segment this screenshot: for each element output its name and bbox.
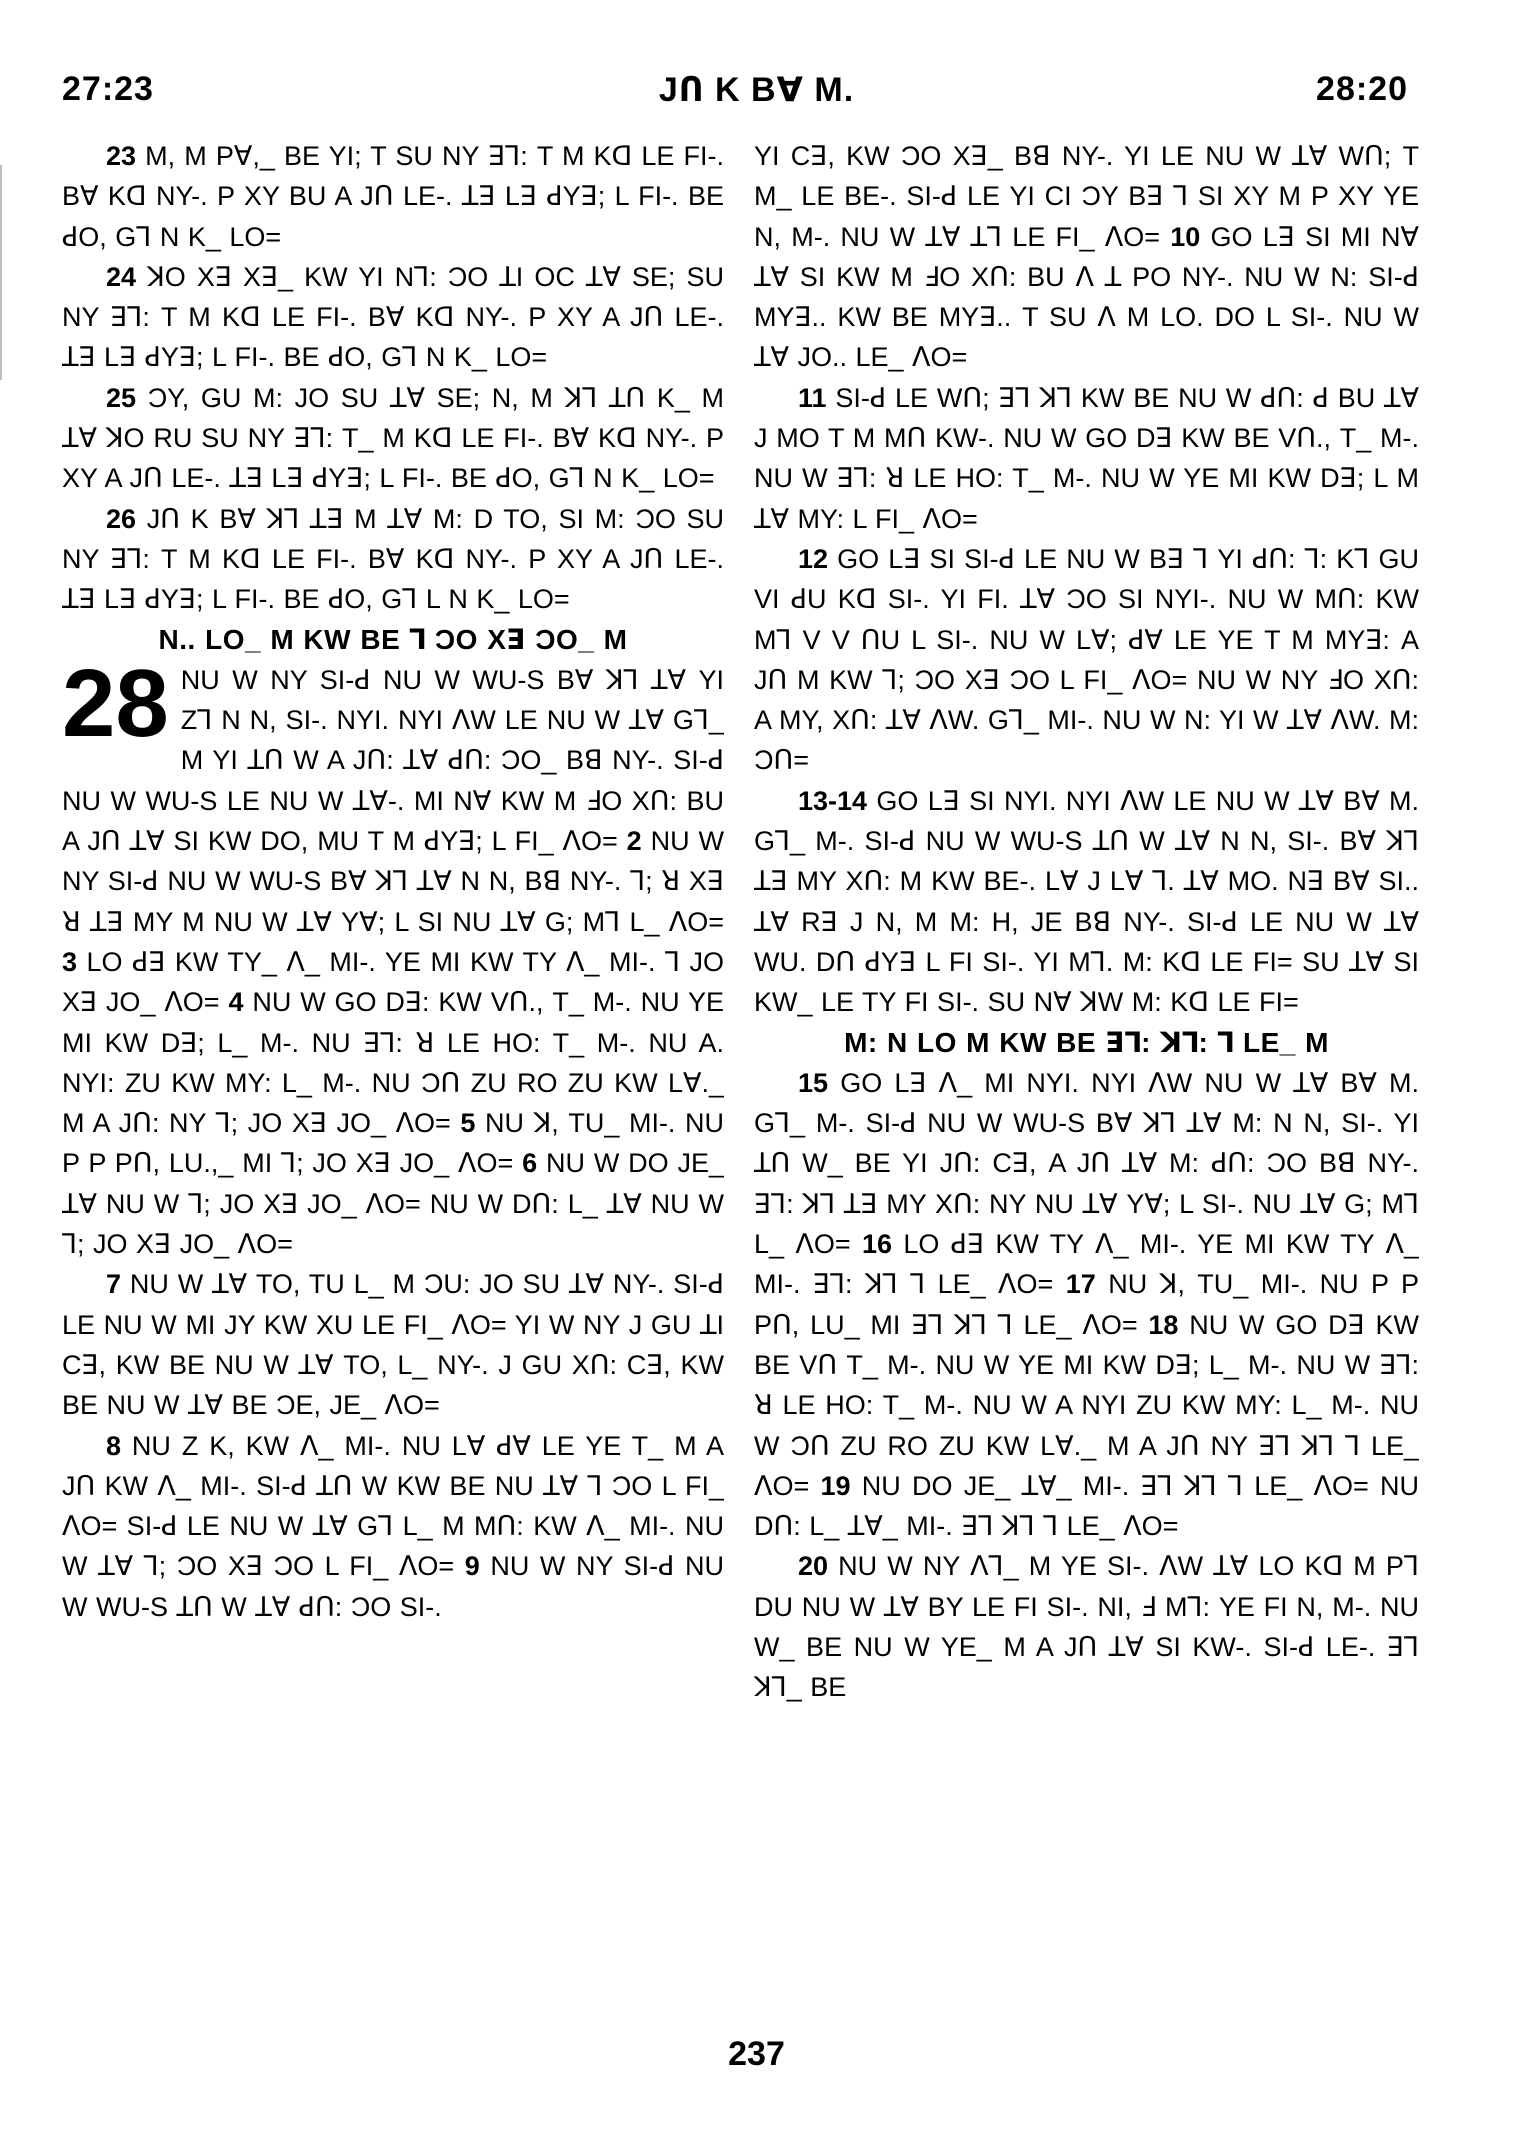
verse-number: 23	[106, 141, 146, 171]
verse-number: 13-14	[798, 785, 877, 816]
chapter-paragraph	[62, 649, 724, 1264]
verse-number: 25	[106, 382, 148, 413]
verse-paragraph	[62, 136, 724, 257]
verse-text: ꓘO Xꓱ Xꓱ_ KW YI Nꓶ: ƆO ꓕI OC ꓕꓯ SE; SU NY ꓱꓶ: T M Kꓷ LE FI-. Bꓯ Kꓷ NY-. P XY A JՈ LE-. ꓕꓱ Lꓱ ꓒYꓱ; L FI-. BE ꓒO, Gꓶ N K_ LO=	[62, 261, 724, 373]
verse-number: 6	[522, 1148, 538, 1179]
verse-text: GO Lꓱ SI NYI. NYI ꓥW LE NU W ꓕꓯ Bꓯ M. Gꓶ_ M-. SI-ꓒ NU W WU-S ꓕՈ W ꓕꓯ N N, SI-. Bꓯ ꓘꓶ ꓕꓱ MY XՈ: M KW BE-. Lꓯ J Lꓯ ꓶ. ꓕꓯ MO. Nꓱ Bꓯ SI.. ꓕꓯ Rꓱ J N, M M: H, JE Bꓭ NY-. SI-ꓒ LE NU W ꓕꓯ WU. DՈ ꓒYꓱ L FI SI-. YI Mꓶ. M: Kꓷ LE FI= SU ꓕꓯ SI KW_ LE TY FI SI-. SU Nꓯ ꓘW M: Kꓷ LE FI=	[754, 785, 1419, 1018]
verse-paragraph	[62, 378, 724, 499]
verse-text: SI-ꓒ LE WՈ; ꓱꓶ ꓘꓶ KW BE NU W ꓒՈ: ꓒ BU ꓕꓯ J MO T M MՈ KW-. NU W GO Dꓱ KW BE VՈ., T_ M-. NU W ꓱꓶ: ꓤ LE HO: T_ M-. NU W YE MI KW Dꓱ; L M ꓕꓯ MY: L FI_ ꓥO=	[754, 382, 1419, 534]
scan-edge-mark	[0, 165, 2, 380]
header-right-reference: 28:20	[1316, 70, 1408, 108]
verse-paragraph	[754, 1063, 1419, 1547]
verse-text: NU W NY SI-ꓒ NU W WU-S Bꓯ ꓘꓶ ꓕꓯ YI Zꓶ N N, SI-. NYI. NYI ꓥW LE NU W ꓕꓯ Gꓶ_ M YI ꓕՈ W A JՈ: ꓕꓯ ꓒՈ: ƆO_ Bꓭ NY-. SI-ꓒ NU W WU-S LE NU W ꓕꓯ-. MI Nꓯ KW M ꓞO XՈ: BU A JՈ ꓕꓯ SI KW DO, MU T M ꓒYꓱ; L FI_ ꓥO= 2 NU W NY SI-ꓒ NU W WU-S Bꓯ ꓘꓶ ꓕꓯ N N, Bꓭ NY-. ꓶ; ꓤ Xꓱ ꓤ ꓕꓱ MY M NU W ꓕꓯ Yꓯ; L SI NU ꓕꓯ G; Mꓶ L_ ꓥO= 3 LO ꓒꓱ KW TY_ ꓥ_ MI-. YE MI KW TY ꓥ_ MI-. ꓶ JO Xꓱ JO_ ꓥO= 4 NU W GO Dꓱ: KW VՈ., T_ M-. NU YE MI KW Dꓱ; L_ M-. NU ꓱꓶ: ꓤ LE HO: T_ M-. NU A. NYI: ZU KW MY: L_ M-. NU ƆՈ ZU RO ZU KW Lꓯ._ M A JՈ: NY ꓶ; JO Xꓱ JO_ ꓥO= 5 NU ꓘ, TU_ MI-. NU P P PՈ, LU.,_ MI ꓶ; JO Xꓱ JO_ ꓥO= 6 NU W DO JE_ ꓕꓯ NU W ꓶ; JO Xꓱ JO_ ꓥO= NU W DՈ: L_ ꓕꓯ NU W ꓶ; JO Xꓱ JO_ ꓥO=	[62, 664, 724, 1260]
section-heading: M: N LO M KW BE ꓱꓶ: ꓘꓶ: ꓶ LE_ M	[844, 1026, 1329, 1058]
verse-continuation: YI Cꓱ, KW ƆO Xꓱ_ Bꓭ NY-. YI LE NU W ꓕꓯ WՈ; T M_ LE BE-. SI-ꓒ LE YI CI ƆY Bꓱ ꓶ SI XY M P XY YE N, M-. NU W ꓕꓯ ꓕꓶ LE FI_ ꓥO= 10 GO Lꓱ SI MI Nꓯ ꓕꓯ SI KW M ꓞO XՈ: BU ꓥ ꓕ PO NY-. NU W N: SI-ꓒ MYꓱ.. KW BE MYꓱ.. T SU ꓥ M LO. DO L SI-. NU W ꓕꓯ JO.. LE_ ꓥO=	[754, 141, 1419, 373]
verse-number: 2	[626, 826, 642, 857]
verse-number: 26	[106, 503, 147, 534]
verse-text: NU Z K, KW ꓥ_ MI-. NU Lꓯ ꓒꓯ LE YE T_ M A JՈ KW ꓥ_ MI-. SI-ꓒ ꓕՈ W KW BE NU ꓕꓯ ꓶ ƆO L FI_ ꓥO= SI-ꓒ LE NU W ꓕꓯ Gꓶ L_ M MՈ: KW ꓥ_ MI-. NU W ꓕꓯ ꓶ; ƆO Xꓱ ƆO L FI_ ꓥO= 9 NU W NY SI-ꓒ NU W WU-S ꓕՈ W ꓕꓯ ꓒՈ: ƆO SI-.	[62, 1430, 724, 1622]
verse-text: NU W NY ꓥꓶ_ M YE SI-. ꓥW ꓕꓯ LO Kꓷ M Pꓶ DU NU W ꓕꓯ BY LE FI SI-. NI, ꓞ Mꓶ: YE FI N, M-. NU W_ BE NU W YE_ M A JՈ ꓕꓯ SI KW-. SI-ꓒ LE-. ꓱꓶ ꓘꓶ_ BE	[754, 1551, 1419, 1703]
verse-number: 11	[798, 382, 836, 413]
verse-paragraph	[754, 378, 1419, 539]
verse-number: 18	[1148, 1309, 1179, 1340]
verse-number: 12	[798, 543, 838, 574]
verse-number: 5	[460, 1108, 476, 1139]
header-book-title: JՈ K Bꓯ M.	[658, 71, 855, 109]
verse-text: GO Lꓱ SI SI-ꓒ LE NU W Bꓱ ꓶ YI ꓒՈ: ꓶ: Kꓶ GU VI ꓒU Kꓷ SI-. YI FI. ꓕꓯ ƆO SI NYI-. NU W MՈ: KW Mꓶ V V ꓵU L SI-. NU W Lꓯ; ꓒꓯ LE YE T M MYꓱ: A JՈ M KW ꓶ; ƆO Xꓱ ƆO L FI_ ꓥO= NU W NY ꓞO XՈ: A MY, XՈ: ꓕꓯ ꓥW. Gꓶ_ MI-. NU W N: YI W ꓕꓯ ꓥW. M: ƆՈ=	[754, 543, 1419, 776]
verse-text: ƆY, GU M: JO SU ꓕꓯ SE; N, M ꓘꓶ ꓕՈ K_ M ꓕꓯ ꓘO RU SU NY ꓱꓶ: T_ M Kꓷ LE FI-. Bꓯ Kꓷ NY-. P XY A JՈ LE-. ꓕꓱ Lꓱ ꓒYꓱ; L FI-. BE ꓒO, Gꓶ N K_ LO=	[62, 382, 724, 494]
verse-paragraph	[62, 499, 724, 620]
verse-number: 15	[798, 1067, 841, 1098]
verse-number: 10	[1170, 221, 1201, 252]
verse-number: 17	[1065, 1269, 1096, 1300]
right-text-column	[754, 136, 1419, 2016]
page-number: 237	[728, 2035, 785, 2073]
verse-number: 24	[106, 261, 148, 292]
verse-number: 7	[106, 1269, 130, 1300]
verse-number: 16	[861, 1229, 892, 1260]
verse-number: 19	[820, 1470, 851, 1501]
verse-number: 8	[106, 1430, 132, 1461]
verse-number: 9	[464, 1551, 480, 1582]
verse-text: NU W ꓕꓯ TO, TU L_ M ƆU: JO SU ꓕꓯ NY-. SI-ꓒ LE NU W MI JY KW XU LE FI_ ꓥO= YI W NY J GU ꓕI Cꓱ, KW BE NU W ꓕꓯ TO, L_ NY-. J GU XՈ: Cꓱ, KW BE NU W ꓕꓯ BE ƆE, JE_ ꓥO=	[62, 1269, 724, 1421]
verse-paragraph	[754, 781, 1419, 1023]
verse-paragraph	[754, 1546, 1419, 1707]
left-text-column	[62, 136, 724, 2016]
verse-number: 3	[62, 946, 78, 977]
verse-number: 4	[228, 987, 244, 1018]
verse-number: 20	[798, 1551, 839, 1582]
verse-paragraph	[62, 257, 724, 378]
verse-paragraph	[62, 1264, 724, 1425]
verse-paragraph	[62, 1426, 724, 1627]
section-heading: N.. LO_ M KW BE ꓶ ƆO Xꓱ ƆO_ M	[158, 623, 628, 655]
verse-text: GO Lꓱ ꓥ_ MI NYI. NYI ꓥW NU W ꓕꓯ Bꓯ M. Gꓶ_ M-. SI-ꓒ NU W WU-S Bꓯ ꓘꓶ ꓕꓯ M: N N, SI-. YI ꓕՈ W_ BE YI JՈ: Cꓱ, A JՈ ꓕꓯ M: ꓒՈ: ƆO Bꓭ NY-. ꓱꓶ: ꓘꓶ ꓕꓱ MY XՈ: NY NU ꓕꓯ Yꓯ; L SI-. NU ꓕꓯ G; Mꓶ L_ ꓥO= 16 LO ꓒꓱ KW TY ꓥ_ MI-. YE MI KW TY ꓥ_ MI-. ꓱꓶ: ꓘꓶ ꓶ LE_ ꓥO= 17 NU ꓘ, TU_ MI-. NU P P PՈ, LU_ MI ꓱꓶ ꓘꓶ ꓶ LE_ ꓥO= 18 NU W GO Dꓱ KW BE VՈ T_ M-. NU W YE MI KW Dꓱ; L_ M-. NU W ꓱꓶ: ꓤ LE HO: T_ M-. NU W A NYI ZU KW MY: L_ M-. NU W ƆՈ ZU RO ZU KW Lꓯ._ M A JՈ NY ꓱꓶ ꓘꓶ ꓶ LE_ ꓥO= 19 NU DO JE_ ꓕꓯ_ MI-. ꓱꓶ ꓘꓶ ꓶ LE_ ꓥO= NU DՈ: L_ ꓕꓯ_ MI-. ꓱꓶ ꓘꓶ ꓶ LE_ ꓥO=	[754, 1067, 1419, 1542]
verse-text: M, M Pꓯ,_ BE YI; T SU NY ꓱꓶ: T M Kꓷ LE FI-. Bꓯ Kꓷ NY-. P XY BU A JՈ LE-. ꓕꓱ Lꓱ ꓒYꓱ; L FI-. BE ꓒO, Gꓶ N K_ LO=	[62, 141, 724, 252]
header-left-reference: 27:23	[62, 70, 154, 108]
verse-paragraph	[754, 539, 1419, 781]
chapter-number: 28	[62, 649, 169, 757]
verse-text: JՈ K Bꓯ ꓘꓶ ꓕꓱ M ꓕꓯ M: D TO, SI M: ƆO SU NY ꓱꓶ: T M Kꓷ LE FI-. Bꓯ Kꓷ NY-. P XY A JՈ LE-. ꓕꓱ Lꓱ ꓒYꓱ; L FI-. BE ꓒO, Gꓶ L N K_ LO=	[62, 503, 724, 615]
